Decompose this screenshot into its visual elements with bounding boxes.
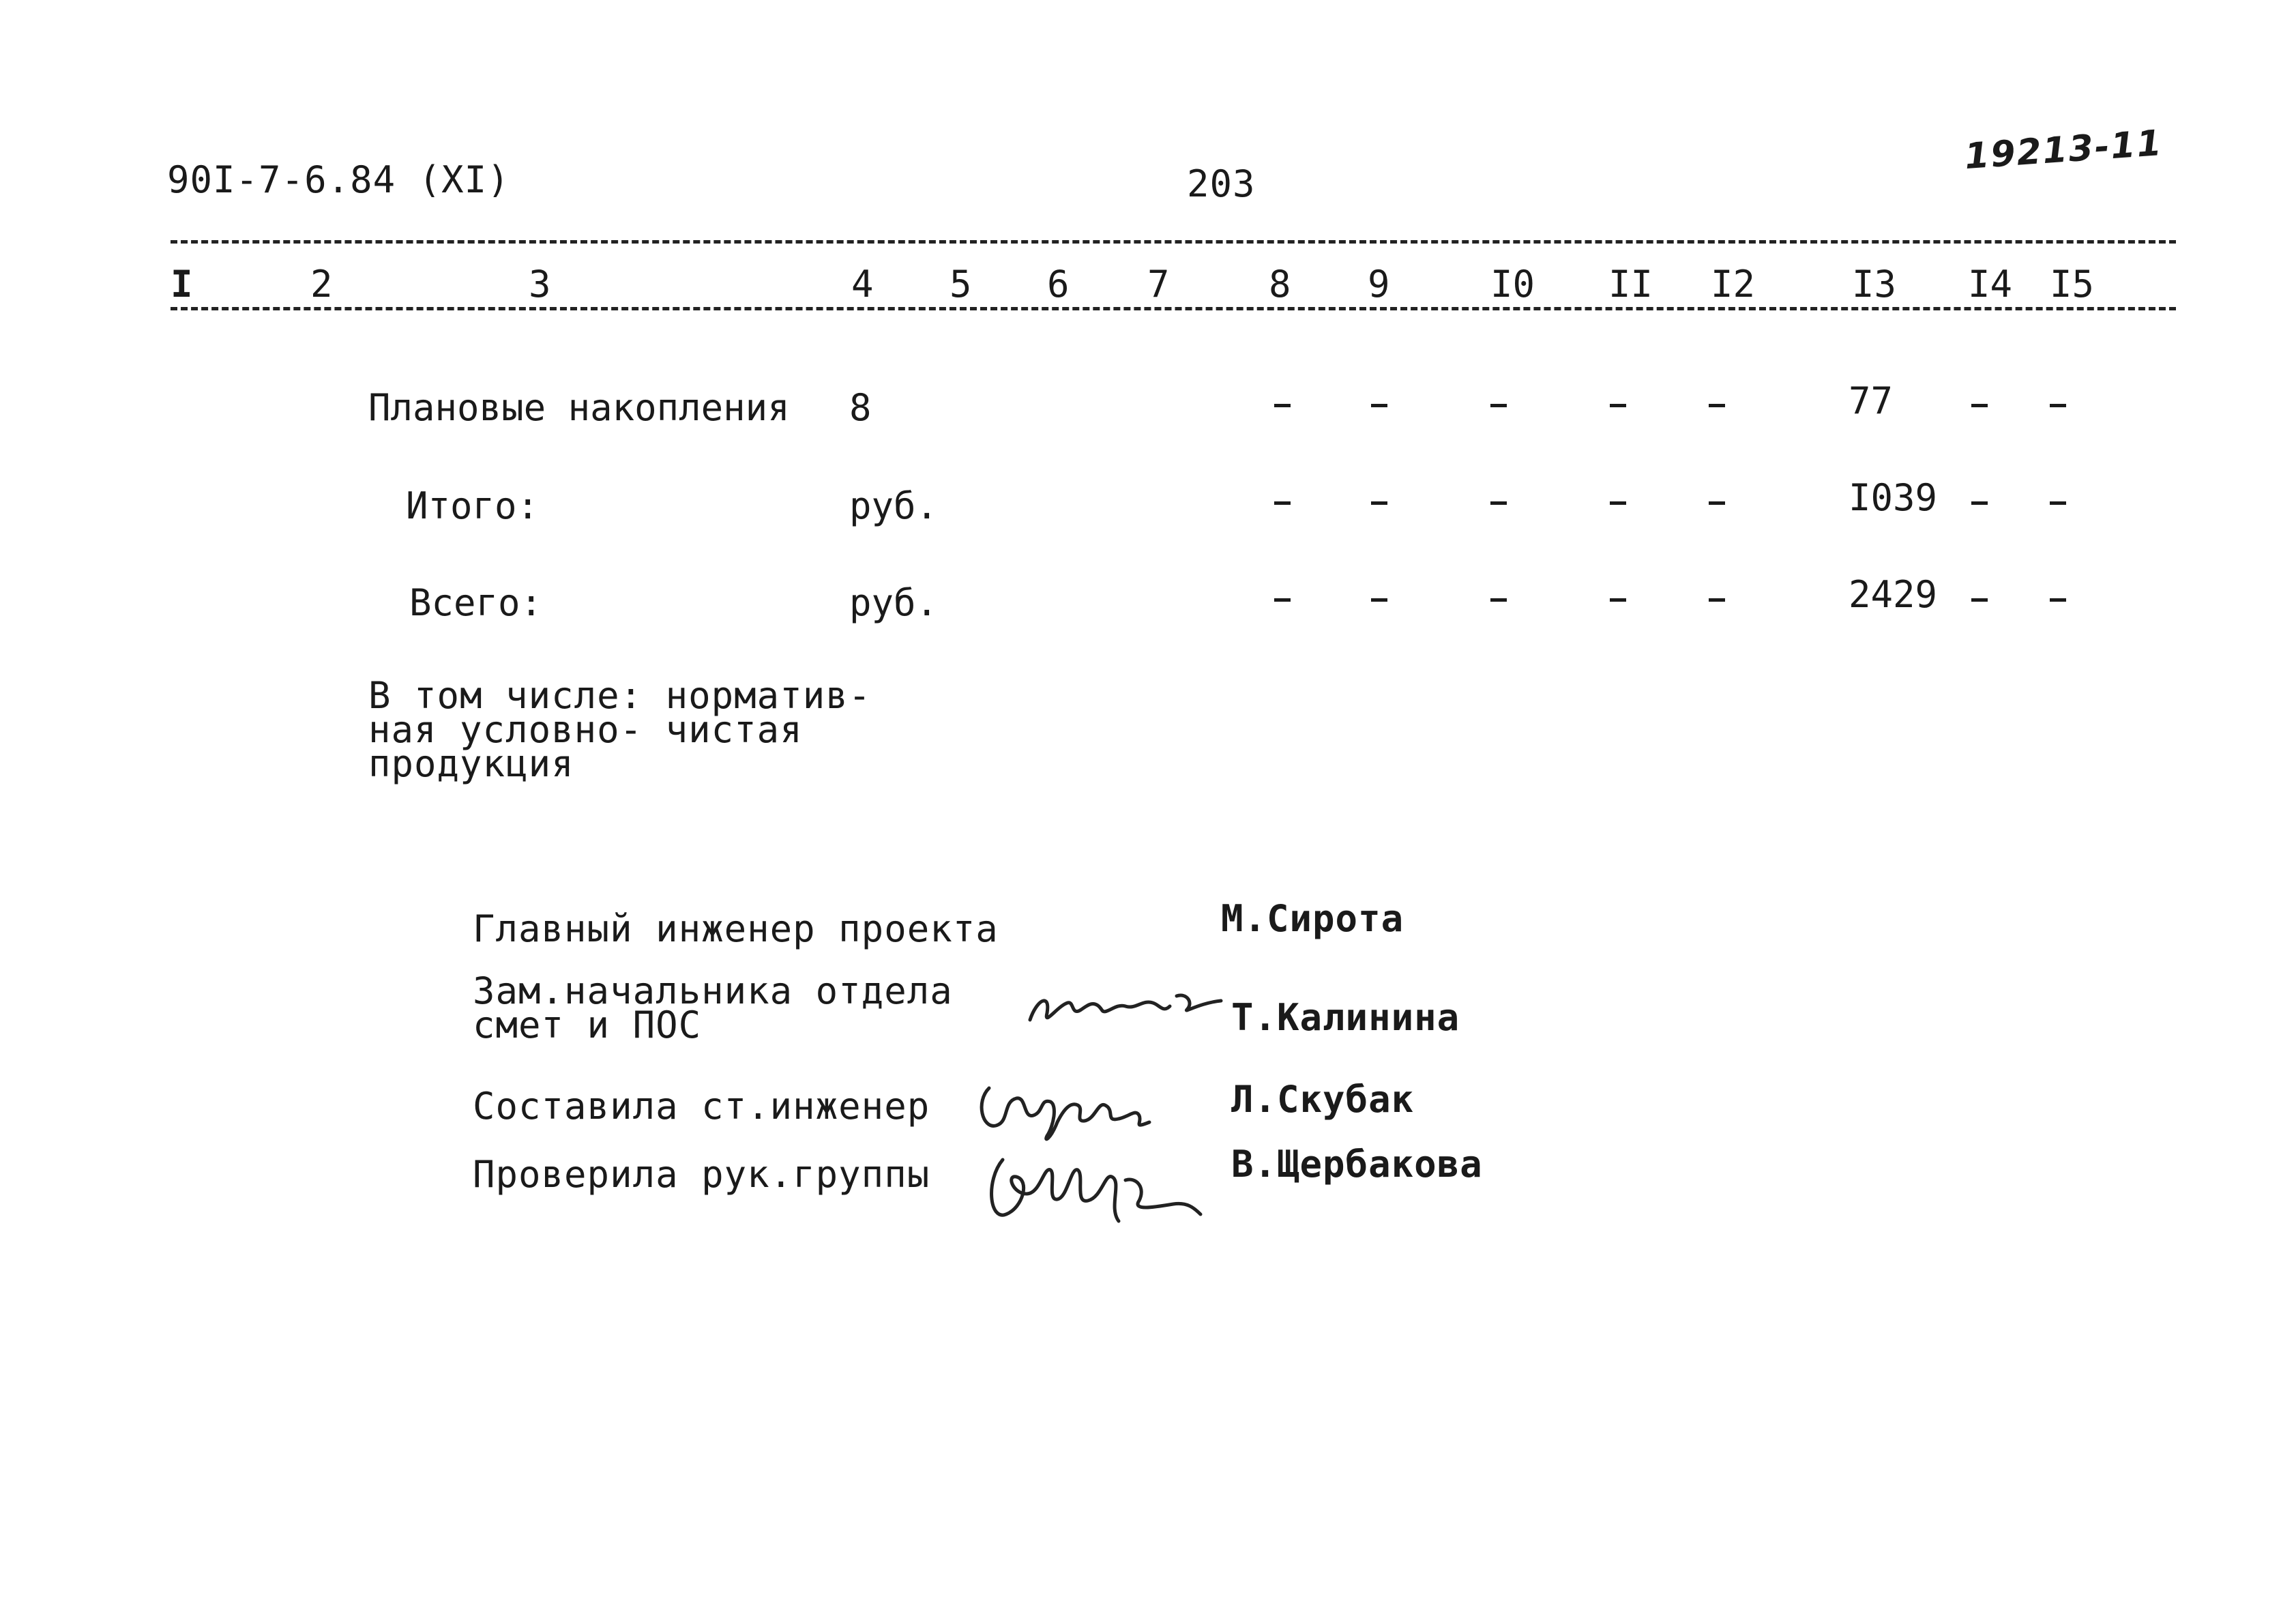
empty-cell-dash [1971, 501, 1988, 505]
empty-cell-dash [1490, 404, 1507, 407]
signer-name: Л.Скубак [1231, 1078, 1415, 1121]
column-number: 5 [950, 263, 972, 306]
empty-cell-dash [2050, 404, 2066, 407]
column-number: I5 [2050, 263, 2095, 306]
empty-cell-dash [1490, 598, 1507, 602]
table-header-bottom-rule [171, 307, 2176, 310]
signer-name: М.Сирота [1221, 897, 1404, 940]
empty-cell-dash [1709, 598, 1725, 602]
empty-cell-dash [1274, 404, 1291, 407]
signer-position: Проверила рук.группы [473, 1153, 930, 1196]
column-number: 7 [1147, 263, 1170, 306]
signer-position: Главный инженер проекта [473, 907, 999, 950]
empty-cell-dash [1371, 501, 1387, 505]
row-value-col13: 77 [1849, 379, 1894, 422]
column-number: 4 [851, 263, 874, 306]
handwritten-signature [1023, 972, 1228, 1034]
column-number: 8 [1269, 263, 1291, 306]
inventory-number: 19213-11 [1963, 122, 2164, 178]
empty-cell-dash [1490, 501, 1507, 505]
row-label: Плановые накопления [368, 386, 790, 429]
column-number: 6 [1047, 263, 1070, 306]
column-number: I0 [1490, 263, 1535, 306]
signer-name: В.Щербакова [1231, 1143, 1483, 1186]
row-label: Итого: [406, 484, 540, 527]
empty-cell-dash [1610, 501, 1626, 505]
column-number: 3 [529, 263, 551, 306]
row-unit: 8 [849, 386, 872, 429]
handwritten-signature [975, 1139, 1207, 1235]
signer-name: Т.Калинина [1231, 996, 1460, 1039]
empty-cell-dash [1610, 404, 1626, 407]
handwritten-signature [969, 1061, 1173, 1149]
empty-cell-dash [1371, 598, 1387, 602]
empty-cell-dash [1709, 404, 1725, 407]
column-number: II [1608, 263, 1653, 306]
column-number: I4 [1968, 263, 2013, 306]
empty-cell-dash [1274, 598, 1291, 602]
empty-cell-dash [1371, 404, 1387, 407]
signer-position: Составила ст.инженер [473, 1085, 930, 1128]
row-label: Всего: [409, 581, 543, 624]
document-code: 90I-7-6.84 (XI) [167, 158, 510, 201]
signer-position: Зам.начальника отдела смет и ПОС [473, 969, 953, 1046]
column-number: 2 [310, 263, 333, 306]
empty-cell-dash [2050, 501, 2066, 505]
row-value-col13: 2429 [1849, 573, 1938, 616]
row-unit: руб. [849, 581, 939, 624]
row-value-col13: I039 [1849, 476, 1938, 519]
empty-cell-dash [2050, 598, 2066, 602]
column-number: I3 [1852, 263, 1897, 306]
empty-cell-dash [1274, 501, 1291, 505]
row-unit: руб. [849, 484, 939, 527]
empty-cell-dash [1709, 501, 1725, 505]
note-text: В том числе: норматив- ная условно- чистая продукция [368, 674, 872, 785]
empty-cell-dash [1610, 598, 1626, 602]
column-number: I2 [1711, 263, 1756, 306]
column-number: I [171, 263, 193, 306]
table-header-top-rule [171, 240, 2176, 244]
page-number: 203 [1187, 162, 1256, 205]
empty-cell-dash [1971, 598, 1988, 602]
column-number: 9 [1368, 263, 1390, 306]
empty-cell-dash [1971, 404, 1988, 407]
